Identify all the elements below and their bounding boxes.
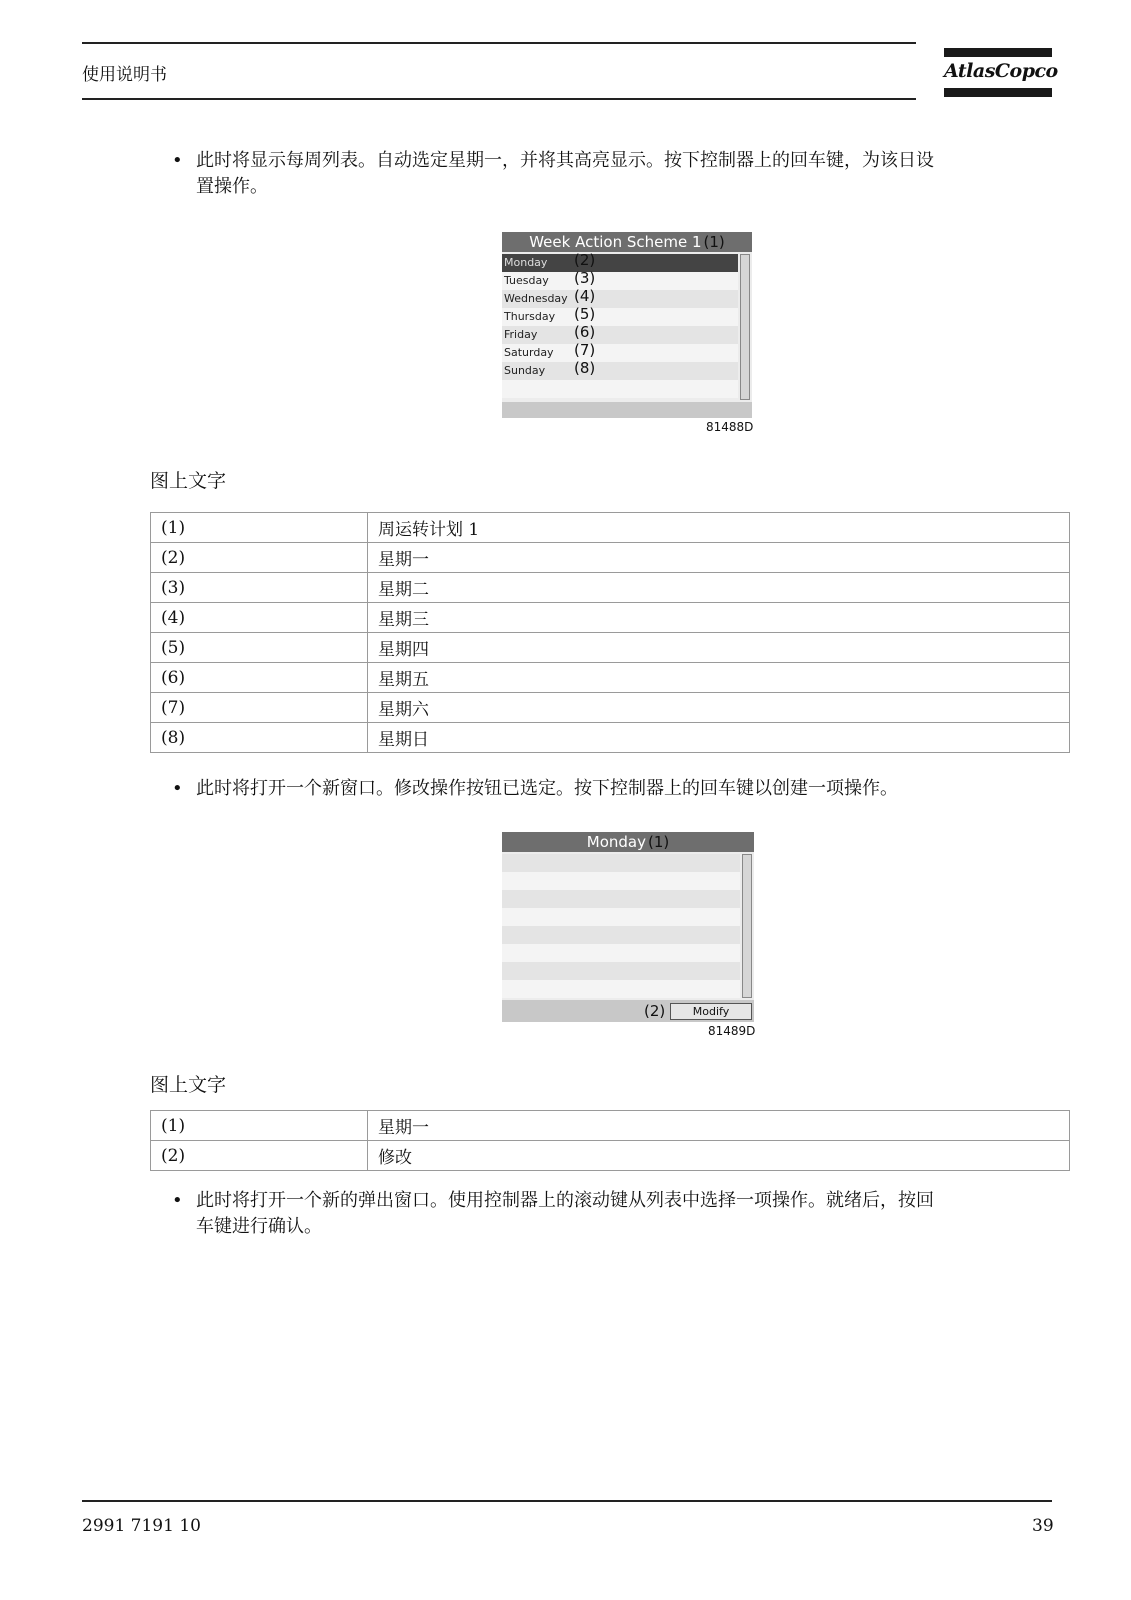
- table-cell-text: 星期一: [368, 1111, 1070, 1141]
- day-row-friday[interactable]: [502, 326, 738, 344]
- callout-8: (8): [574, 359, 596, 377]
- day-label: Friday: [504, 328, 538, 341]
- day-label: Tuesday: [504, 274, 549, 287]
- figure-2-id: 81489D: [708, 1024, 756, 1038]
- empty-row: [502, 890, 740, 908]
- table-row: [151, 633, 1070, 663]
- table-row: [151, 573, 1070, 603]
- callout-4: (4): [574, 287, 596, 305]
- table-cell-ref: (7): [151, 693, 368, 723]
- table-cell-text: 星期四: [368, 633, 1070, 663]
- table-cell-ref: (6): [151, 663, 368, 693]
- screen-footer: [502, 402, 752, 418]
- table-row: [151, 663, 1070, 693]
- table-row: [151, 543, 1070, 573]
- table-cell-ref: (1): [151, 1111, 368, 1141]
- callout-2: (2): [644, 1002, 666, 1020]
- bullet-3-line1: 此时将打开一个新的弹出窗口。使用控制器上的滚动键从列表中选择一项操作。就绪后，按回: [196, 1190, 934, 1211]
- empty-row: [502, 854, 740, 872]
- day-label: Sunday: [504, 364, 546, 377]
- bullet-3: • 此时将打开一个新的弹出窗口。使用控制器上的滚动键从列表中选择一项操作。就绪后，按回 车键进行确认。: [172, 1188, 1052, 1240]
- bullet-1-line1: 此时将显示每周列表。自动选定星期一，并将其高亮显示。按下控制器上的回车键，为该日设: [196, 150, 934, 171]
- empty-row: [502, 980, 740, 998]
- header-rule-top: [82, 42, 916, 44]
- screen-title-callout: (1): [647, 833, 670, 851]
- table-cell-ref: (2): [151, 543, 368, 573]
- table-row: [151, 603, 1070, 633]
- legend-table-2: [150, 1110, 1070, 1171]
- table-cell-text: 星期三: [368, 603, 1070, 633]
- table-cell-ref: (8): [151, 723, 368, 753]
- modify-button[interactable]: Modify: [670, 1003, 752, 1020]
- empty-row: [502, 872, 740, 890]
- table-cell-ref: (5): [151, 633, 368, 663]
- screen-title: Monday: [586, 833, 646, 851]
- logo-text: AtlasCopco: [944, 60, 1058, 82]
- header-title: 使用说明书: [82, 65, 167, 85]
- table-cell-text: 星期二: [368, 573, 1070, 603]
- day-row-wednesday[interactable]: [502, 290, 738, 308]
- table-cell-text: 星期日: [368, 723, 1070, 753]
- day-row-monday[interactable]: [502, 254, 738, 272]
- callout-6: (6): [574, 323, 596, 341]
- table-cell-ref: (2): [151, 1141, 368, 1171]
- table-cell-text: 修改: [368, 1141, 1070, 1171]
- screen-title: Week Action Scheme 1: [529, 233, 702, 251]
- table-cell-ref: (3): [151, 573, 368, 603]
- caption-2: 图上文字: [150, 1074, 227, 1096]
- table-cell-ref: (1): [151, 513, 368, 543]
- bullet-1-line2: 置操作。: [196, 176, 268, 197]
- day-row-saturday[interactable]: [502, 344, 738, 362]
- legend-table-1: [150, 512, 1070, 753]
- bullet-3-line2: 车键进行确认。: [196, 1216, 322, 1237]
- caption-1: 图上文字: [150, 470, 227, 492]
- table-cell-text: 星期六: [368, 693, 1070, 723]
- table-cell-text: 星期五: [368, 663, 1070, 693]
- bullet-2: • 此时将打开一个新窗口。修改操作按钮已选定。按下控制器上的回车键以创建一项操作。: [172, 776, 1052, 802]
- bullet-2-line1: 此时将打开一个新窗口。修改操作按钮已选定。按下控制器上的回车键以创建一项操作。: [196, 778, 898, 799]
- document-number: 2991 7191 10: [82, 1516, 201, 1536]
- table-row: [151, 513, 1070, 543]
- day-row-tuesday[interactable]: [502, 272, 738, 290]
- callout-5: (5): [574, 305, 596, 323]
- scrollbar[interactable]: [742, 854, 752, 998]
- callout-2: (2): [574, 251, 596, 269]
- table-cell-ref: (4): [151, 603, 368, 633]
- empty-row: [502, 944, 740, 962]
- table-cell-text: 星期一: [368, 543, 1070, 573]
- callout-7: (7): [574, 341, 596, 359]
- screen-title-bar: [502, 832, 754, 852]
- callout-3: (3): [574, 269, 596, 287]
- screen-title-callout: (1): [703, 233, 725, 251]
- table-row: [151, 723, 1070, 753]
- atlas-copco-logo: [944, 48, 1058, 100]
- footer-rule: [82, 1500, 1052, 1502]
- empty-row: [502, 926, 740, 944]
- monday-screen: [502, 832, 754, 1022]
- empty-row: [502, 908, 740, 926]
- empty-row: [502, 380, 738, 398]
- table-row: [151, 1141, 1070, 1171]
- day-row-sunday[interactable]: [502, 362, 738, 380]
- figure-1-id: 81488D: [706, 420, 754, 434]
- table-row: [151, 1111, 1070, 1141]
- day-row-thursday[interactable]: [502, 308, 738, 326]
- scrollbar[interactable]: [740, 254, 750, 400]
- page-number: 39: [1032, 1516, 1054, 1536]
- day-label: Saturday: [504, 346, 554, 359]
- table-cell-text: 周运转计划 1: [368, 513, 1070, 543]
- screen-title-bar: [502, 232, 752, 252]
- day-label: Monday: [504, 256, 548, 269]
- table-row: [151, 693, 1070, 723]
- empty-row: [502, 962, 740, 980]
- day-label: Thursday: [504, 310, 556, 323]
- header-rule-bottom: [82, 98, 916, 100]
- week-action-scheme-screen: [502, 232, 752, 418]
- bullet-1: • 此时将显示每周列表。自动选定星期一，并将其高亮显示。按下控制器上的回车键，为该日设 置操作。: [172, 148, 1052, 200]
- day-label: Wednesday: [504, 292, 568, 305]
